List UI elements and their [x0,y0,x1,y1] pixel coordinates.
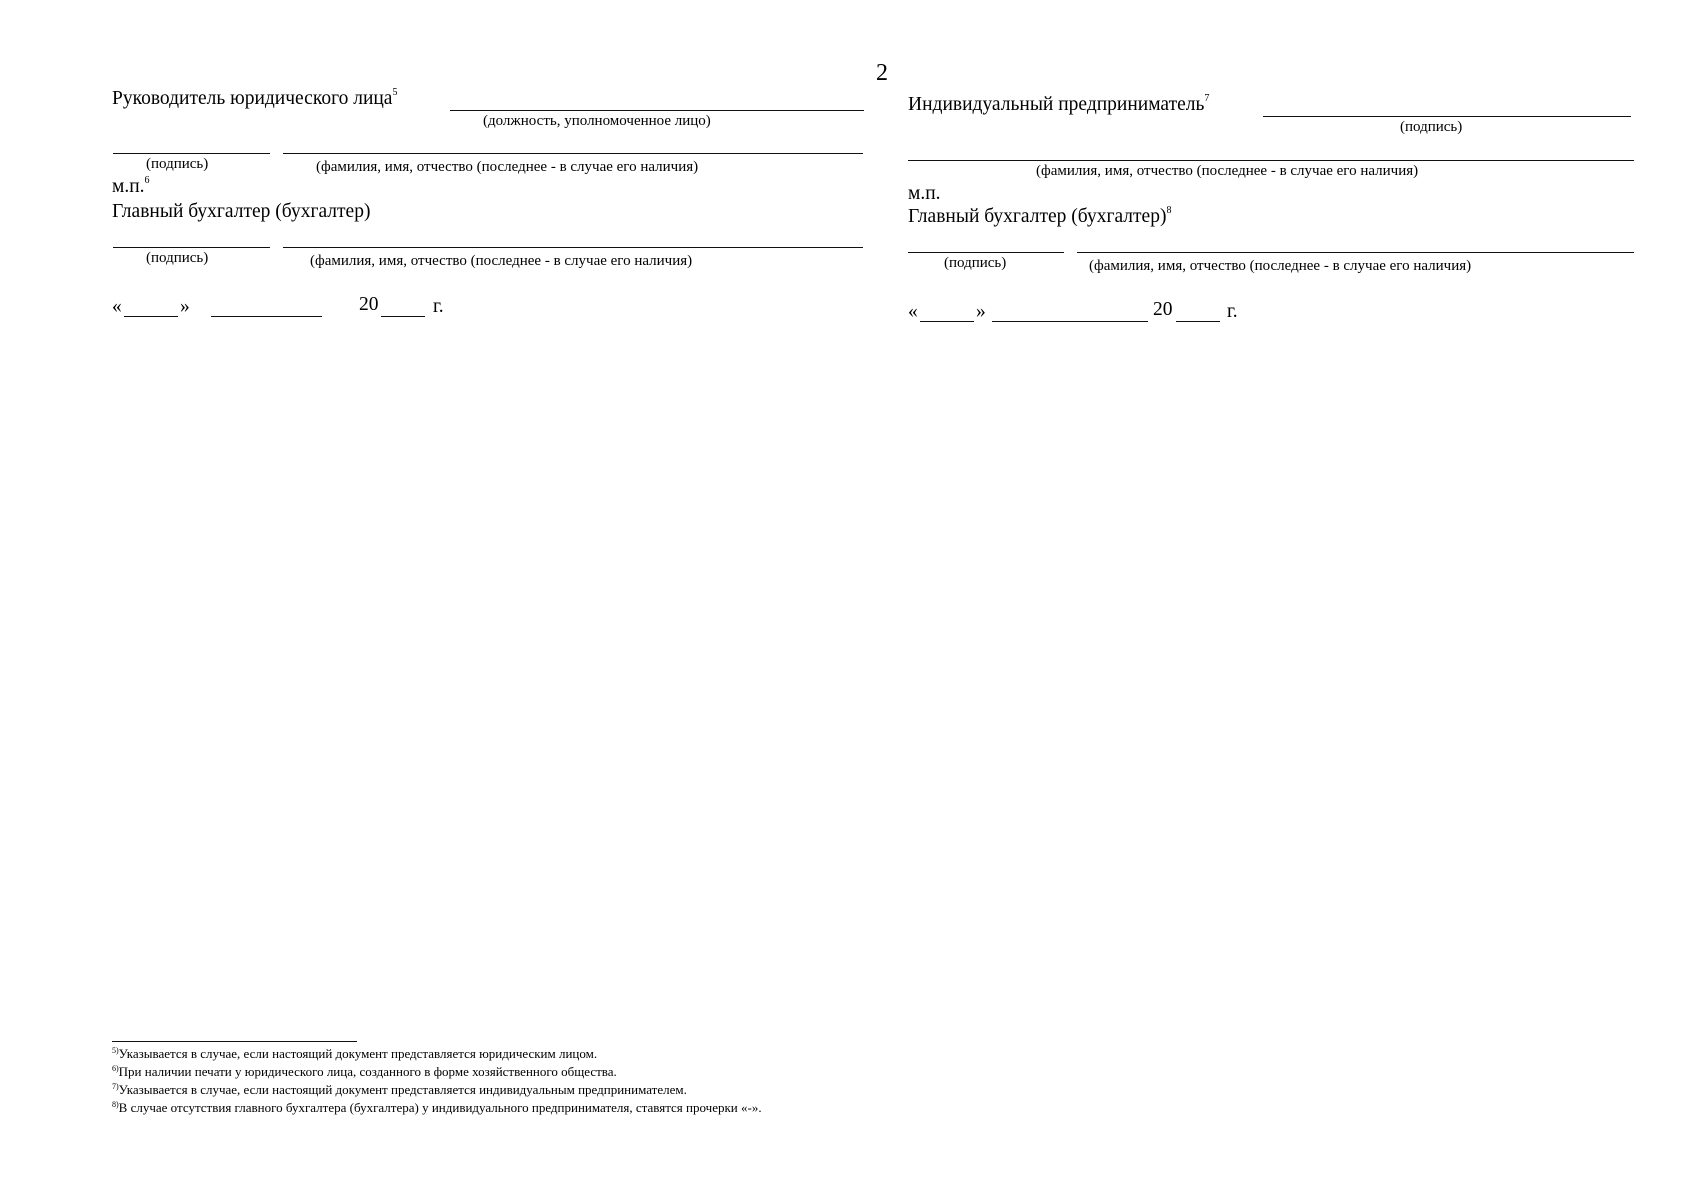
accountant-signature-caption: (подпись) [146,250,209,266]
position-field[interactable] [450,110,864,111]
page-number: 2 [876,60,888,86]
footnote-8 [112,1100,762,1116]
accountant-label-text-right: Главный бухгалтер (бухгалтер) [908,206,1167,227]
date-year-suffix-right: г. [1227,301,1238,322]
entrepreneur-fullname-caption: (фамилия, имя, отчество (последнее - в случае его наличия) [1036,163,1419,179]
date-year-suffix: г. [433,296,444,317]
date-close-quote: » [180,296,190,317]
signature-field[interactable] [113,153,270,154]
date-open-quote: « [112,296,122,317]
accountant-fullname-caption-right: (фамилия, имя, отчество (последнее - в случае его наличия) [1089,258,1472,274]
footnote-text: В случае отсутствия главного бухгалтера (бухгалтера) у индивидуального предпринимателя, ставятся прочерки «-». [118,1100,762,1115]
footnote-text: При наличии печати у юридического лица, созданного в форме хозяйственного общества. [118,1064,617,1079]
entrepreneur-signature-caption: (подпись) [1400,119,1463,135]
fullname-field[interactable] [283,153,863,154]
stamp-label-right: м.п. [908,183,941,204]
fullname-caption: (фамилия, имя, отчество (последнее - в случае его наличия) [316,159,699,175]
date-month-field-right[interactable] [992,321,1148,322]
footnote-ref-8: 8 [1166,205,1172,216]
footnote-text: Указывается в случае, если настоящий документ представляется индивидуальным предпринимателем. [118,1082,687,1097]
footnote-mark: 7) [112,1082,119,1091]
stamp-label-text: м.п. [112,176,145,197]
date-year-field-right[interactable] [1176,321,1220,322]
date-year-prefix-right: 20 [1153,299,1173,320]
date-day-field[interactable] [124,316,178,317]
footnote-mark: 6) [112,1064,119,1073]
footnote-separator [112,1041,357,1042]
entrepreneur-fullname-field[interactable] [908,160,1634,161]
position-caption: (должность, уполномоченное лицо) [483,113,711,129]
stamp-label [112,176,150,198]
footnote-6 [112,1064,617,1080]
chief-accountant-label: Главный бухгалтер (бухгалтер) [112,201,371,222]
date-month-field[interactable] [211,316,322,317]
footnote-ref-7: 7 [1204,93,1210,104]
head-of-legal-entity-label [112,88,397,110]
date-year-field[interactable] [381,316,425,317]
accountant-signature-caption-right: (подпись) [944,255,1007,271]
date-day-field-right[interactable] [920,321,974,322]
accountant-fullname-field[interactable] [283,247,863,248]
date-year-prefix: 20 [359,294,379,315]
date-close-quote-right: » [976,301,986,322]
signature-caption: (подпись) [146,156,209,172]
footnote-mark: 5) [112,1046,119,1055]
footnote-5 [112,1046,597,1062]
footnote-7 [112,1082,687,1098]
footnote-text: Указывается в случае, если настоящий документ представляется юридическим лицом. [118,1046,598,1061]
footnote-ref-6: 6 [144,175,150,186]
entrepreneur-signature-field[interactable] [1263,116,1631,117]
individual-entrepreneur-label [908,94,1209,116]
footnote-mark: 8) [112,1100,119,1109]
accountant-signature-field-right[interactable] [908,252,1064,253]
entrepreneur-label-text: Индивидуальный предприниматель [908,94,1205,115]
date-open-quote-right: « [908,301,918,322]
accountant-fullname-caption: (фамилия, имя, отчество (последнее - в случае его наличия) [310,253,693,269]
accountant-fullname-field-right[interactable] [1077,252,1634,253]
chief-accountant-label-right [908,206,1171,228]
footnote-ref-5: 5 [392,87,398,98]
head-label-text: Руководитель юридического лица [112,88,393,109]
accountant-signature-field[interactable] [113,247,270,248]
